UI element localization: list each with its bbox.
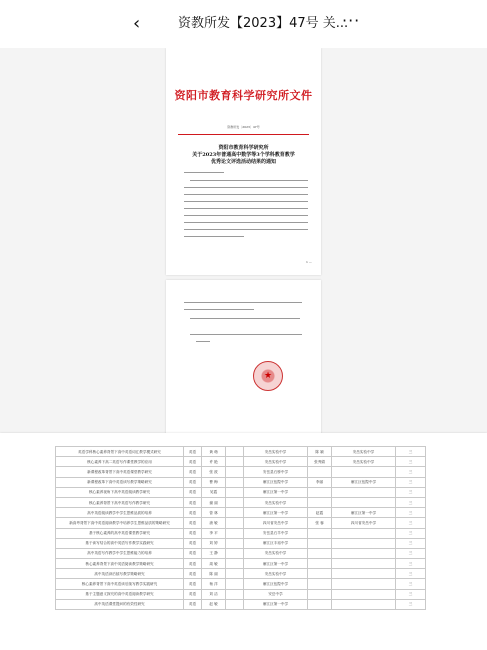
body-text-line [184,309,254,310]
table-cell: 英语 [184,559,202,569]
table-cell: 雁江区丰裕中学 [244,538,308,548]
table-row [56,579,426,589]
table-cell [332,497,396,507]
page-number: 1 — [306,260,312,264]
table-cell: 三 [396,467,426,477]
table-cell: 雁江区第一中学 [244,487,308,497]
document-title-line-2: 关于2023年普通高中数学等3个学科教育教学 [192,152,295,158]
table-cell: 唐 敏 [202,518,226,528]
table-cell: 四川省安岳中学 [332,518,396,528]
table-cell [226,589,244,599]
table-row [56,589,426,599]
table-cell: 陈 丽 [202,569,226,579]
table-cell: 赵霞 [308,508,332,518]
table-cell: 四川省安岳中学 [244,518,308,528]
table-cell: 雁江区伍隍中学 [244,579,308,589]
table-cell [332,528,396,538]
table-cell: 高中英语读后续写教学策略研究 [56,569,184,579]
table-cell [332,599,396,609]
page-title: 资教所发【2023】47号 关... [178,16,348,31]
table-cell: 雁江区第一中学 [244,559,308,569]
body-text-line [184,215,308,216]
seal-star-icon: ★ [263,371,273,381]
results-table [55,446,426,610]
table-row [56,559,426,569]
table-cell: 核心素养背景下高中英语阅读教学策略研究 [56,559,184,569]
table-cell: 三 [396,497,426,507]
body-text-line [184,302,302,303]
table-cell [308,487,332,497]
table-row [56,457,426,467]
table-cell: 王 静 [202,548,226,558]
official-seal-icon [253,361,283,391]
more-dots-icon[interactable]: ··· [342,11,361,30]
table-cell [332,579,396,589]
body-text-line [184,187,308,188]
table-cell: 核心素养背景下高中英语读后续写教学实践研究 [56,579,184,589]
table-cell [226,508,244,518]
table-cell: 陈 颖 [308,447,332,457]
document-page-3 [0,433,487,650]
table-cell: 周 敏 [202,559,226,569]
body-text-line [190,318,300,319]
table-row [56,518,426,528]
table-cell [226,447,244,457]
table-cell: 英语 [184,447,202,457]
table-cell: 核心素养下高二英语写作课堂教学的应用 [56,457,184,467]
table-cell: 英语 [184,497,202,507]
table-cell [308,579,332,589]
table-cell: 曾 林 [202,508,226,518]
table-cell: 安岳实验中学 [244,497,308,507]
body-text-line [190,334,302,335]
table-cell [308,497,332,507]
table-cell: 李 平 [202,528,226,538]
table-cell [226,559,244,569]
table-cell: 赵 敏 [202,599,226,609]
table-row [56,599,426,609]
table-cell: 基于核心素养的高中英语课堂教学研究 [56,528,184,538]
table-cell: 安岳县石桥中学 [244,467,308,477]
table-cell: 张 蓉 [308,518,332,528]
table-cell: 三 [396,569,426,579]
table-row [56,528,426,538]
table-cell: 三 [396,487,426,497]
table-cell: 三 [396,559,426,569]
body-text-line [184,208,308,209]
table-cell: 许 艳 [202,457,226,467]
body-text-line [184,229,308,230]
table-cell [308,528,332,538]
table-cell: 李丽 [308,477,332,487]
table-cell [332,548,396,558]
body-text-line [184,172,224,173]
table-cell [332,538,396,548]
table-cell: 张 波 [202,467,226,477]
table-cell: 高中英语课堂提问的有效性研究 [56,599,184,609]
red-divider [178,134,309,135]
document-number: 资教所发〔2023〕47号 [227,125,260,129]
table-cell: 英语 [184,528,202,538]
table-cell: 英语 [184,579,202,589]
table-cell: 安岳县石羊中学 [244,528,308,538]
table-cell: 谢 丽 [202,497,226,507]
table-row [56,467,426,477]
table-cell [308,569,332,579]
document-title-line-1: 资阳市教育科学研究所 [218,145,269,151]
table-cell: 曹 梅 [202,477,226,487]
table-cell: 吴霞 [202,487,226,497]
table-cell [226,477,244,487]
table-cell [226,457,244,467]
chevron-left-icon[interactable]: ‹ [133,13,141,34]
table-cell: 新课程改革下高中英语读写教学策略研究 [56,477,184,487]
table-cell: 核心素养视角下高中英语阅读教学研究 [56,487,184,497]
table-cell: 黄 萌 [202,447,226,457]
table-cell [332,589,396,599]
document-title-line-3: 优秀论文评选活动结果的通知 [210,159,276,165]
table-cell: 安岳实验中学 [244,569,308,579]
table-cell: 英语 [184,569,202,579]
table-row [56,447,426,457]
table-cell [226,497,244,507]
table-cell: 三 [396,518,426,528]
table-cell [226,467,244,477]
table-cell: 安岳实验中学 [332,457,396,467]
table-cell: 刘 婷 [202,538,226,548]
document-masthead: 资阳市教育科学研究所文件 [174,89,313,102]
table-cell: 张秀娟 [308,457,332,467]
table-cell: 英语 [184,589,202,599]
body-text-line [184,222,308,223]
table-cell: 雁江区第一中学 [244,508,308,518]
table-cell: 三 [396,599,426,609]
table-cell [332,559,396,569]
body-text-line [184,236,244,237]
table-row [56,497,426,507]
table-row [56,508,426,518]
table-cell: 英语 [184,548,202,558]
table-cell [226,599,244,609]
document-viewer[interactable] [0,48,487,650]
table-cell [226,548,244,558]
table-cell: 新课程改革背景下高中英语课堂教学研究 [56,467,184,477]
top-nav-bar [0,0,487,48]
body-text-line [196,341,210,342]
table-cell: 安岳中学 [244,589,308,599]
table-cell [226,528,244,538]
table-cell [308,589,332,599]
table-row [56,569,426,579]
table-cell [332,467,396,477]
table-cell: 英语学科核心素养背景下高中英语词汇教学模式研究 [56,447,184,457]
table-cell: 雁江区伍隍中学 [244,477,308,487]
table-cell: 三 [396,548,426,558]
table-cell: 三 [396,528,426,538]
table-cell [308,467,332,477]
table-cell: 安岳实验中学 [244,457,308,467]
table-cell: 刘 洁 [202,589,226,599]
table-row [56,538,426,548]
table-cell: 雁江区第一中学 [332,508,396,518]
table-cell: 基于主题意义探究的高中英语阅读教学研究 [56,589,184,599]
table-row [56,487,426,497]
table-cell: 雁江区第一中学 [244,599,308,609]
body-text-line [190,180,308,181]
table-cell [226,487,244,497]
table-cell: 英语 [184,467,202,477]
table-cell [308,548,332,558]
table-cell: 三 [396,508,426,518]
table-cell: 英语 [184,477,202,487]
table-cell: 英语 [184,518,202,528]
table-cell: 雁江区伍隍中学 [332,477,396,487]
table-cell: 英语 [184,487,202,497]
table-cell: 三 [396,538,426,548]
table-cell [308,559,332,569]
table-cell: 高中英语阅读教学中学生思维品质的培养 [56,508,184,518]
table-cell [308,538,332,548]
table-row [56,548,426,558]
document-page-1 [166,48,321,275]
table-cell [332,569,396,579]
table-cell [308,599,332,609]
table-cell: 三 [396,457,426,467]
table-cell: 三 [396,447,426,457]
table-cell [332,487,396,497]
table-cell: 安岳实验中学 [244,447,308,457]
table-cell: 核心素养背景下高中英语写作教学研究 [56,497,184,507]
table-cell: 英语 [184,457,202,467]
table-cell: 英语 [184,599,202,609]
table-cell: 安岳实验中学 [244,548,308,558]
table-cell: 三 [396,579,426,589]
table-cell [226,518,244,528]
table-cell: 三 [396,589,426,599]
table-cell: 安岳实验中学 [332,447,396,457]
table-cell [226,538,244,548]
table-cell: 英语 [184,508,202,518]
table-cell: 基于读写结合的高中英语写作教学实践研究 [56,538,184,548]
body-text-line [184,201,308,202]
table-row [56,477,426,487]
table-cell: 高中英语写作教学中学生思维能力的培养 [56,548,184,558]
body-text-line [184,194,308,195]
table-cell: 杨 洋 [202,579,226,589]
table-cell [226,579,244,589]
table-cell: 英语 [184,538,202,548]
table-cell: 新高考背景下高中英语阅读教学中培养学生思维品质的策略研究 [56,518,184,528]
table-cell: 三 [396,477,426,487]
table-cell [226,569,244,579]
